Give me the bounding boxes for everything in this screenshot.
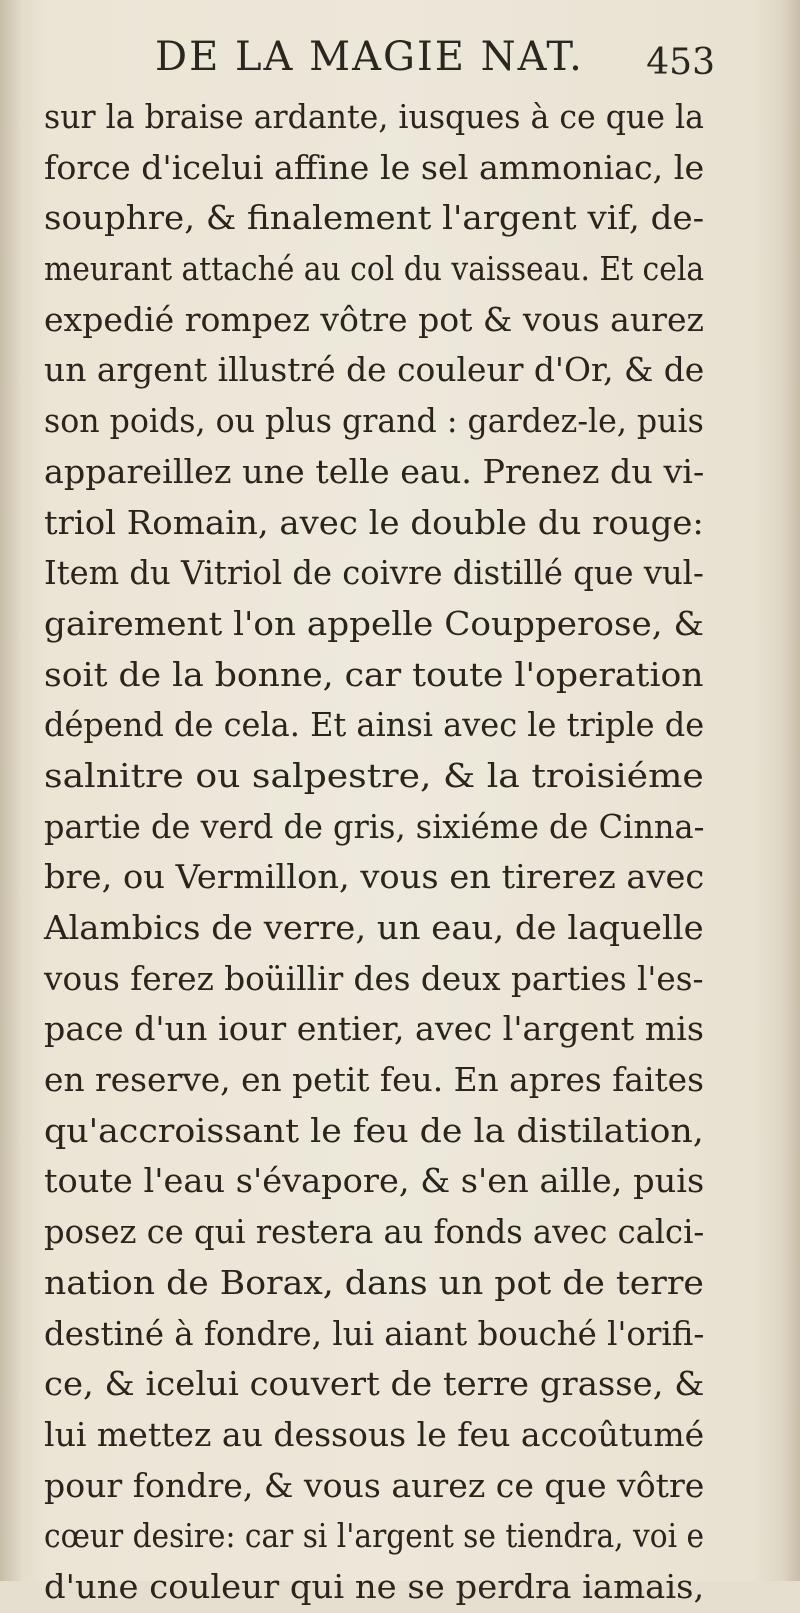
page-header [155, 34, 715, 94]
text-line: ce, & icelui couvert de terre grasse, & [44, 1364, 705, 1404]
text-line: vous ferez boüillir des deux parties l'es- [44, 958, 704, 998]
text-line: un argent illustré de couleur d'Or, & de [44, 350, 705, 390]
text-line: en reserve, en petit feu. En apres faites [44, 1060, 704, 1100]
text-line: Alambics de verre, un eau, de laquelle [44, 908, 704, 947]
text-line: son poids, ou plus grand : gardez-le, puis [44, 401, 704, 441]
text-line: appareillez une telle eau. Prenez du vi- [44, 451, 705, 491]
text-line: lui mettez au dessous le feu accoûtumé [44, 1414, 705, 1454]
text-line: sur la braise ardante, iusques à ce que la [44, 97, 704, 136]
text-line: bre, ou Vermillon, vous en tirerez avec [44, 857, 705, 897]
text-line: cœur desire: car si l'argent se tiendra, voi e [44, 1516, 705, 1556]
text-line: triol Romain, avec le double du rouge: [44, 502, 704, 542]
text-line: salnitre ou salpestre, & la troisiéme [44, 755, 704, 795]
text-line: expedié rompez vôtre pot & vous aurez [44, 299, 704, 339]
page-gutter-shadow [0, 0, 22, 1581]
text-line: pour fondre, & vous aurez ce que vôtre [44, 1465, 705, 1505]
running-head: DE LA MAGIE NAT. [155, 34, 584, 80]
text-line: force d'icelui affine le sel ammoniac, le [44, 147, 705, 187]
text-line: meurant attaché au col du vaisseau. Et cela [44, 249, 705, 289]
text-line: toute l'eau s'évapore, & s'en aille, puis [44, 1161, 705, 1201]
text-line: qu'accroissant le feu de la distilation, [44, 1110, 704, 1150]
text-line: Item du Vitriol de coivre distillé que vul- [44, 553, 704, 593]
text-line: destiné à fondre, lui aiant bouché l'orifi- [44, 1313, 705, 1353]
page-number: 453 [646, 42, 715, 83]
text-line: partie de verd de gris, sixiéme de Cinna- [44, 806, 705, 846]
text-line: soit de la bonne, car toute l'operation [44, 654, 704, 694]
text-line: dépend de cela. Et ainsi avec le triple de [44, 705, 705, 745]
text-line: pace d'un iour entier, avec l'argent mis [44, 1009, 705, 1049]
text-line: souphre, & finalement l'argent vif, de- [44, 198, 705, 238]
text-line: gairement l'on appelle Coupperose, & [44, 603, 704, 643]
text-line: posez ce qui restera au fonds avec calci- [44, 1212, 705, 1252]
body-text [44, 92, 724, 1613]
text-line: nation de Borax, dans un pot de terre [44, 1262, 704, 1302]
text-line: d'une couleur qui ne se perdra iamais, [44, 1566, 705, 1606]
